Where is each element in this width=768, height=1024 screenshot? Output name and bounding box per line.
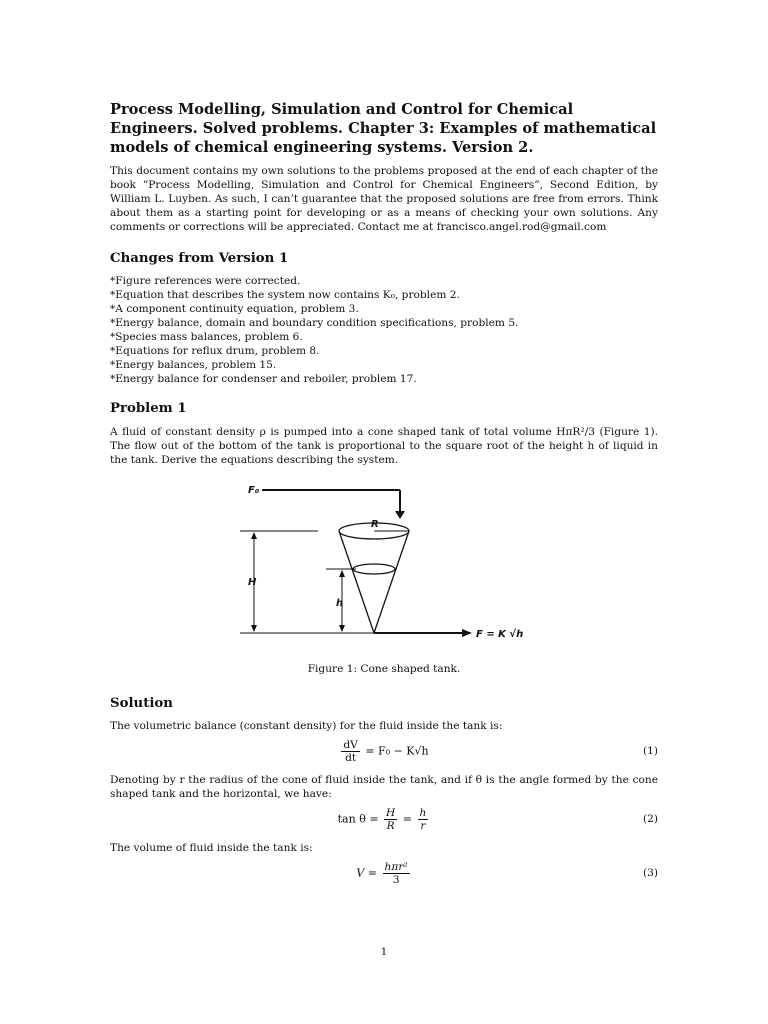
h-down-arrow-icon (251, 625, 257, 632)
eq2-number: (2) (642, 813, 658, 825)
cone-tank-diagram (110, 477, 658, 657)
cone-tank-figure (110, 477, 658, 657)
eq2-f1-bottom: R (386, 820, 395, 832)
solution-text-3: The volume of fluid inside the tank is: (110, 842, 313, 854)
eq2-lhs: tan θ = (337, 812, 379, 826)
eq2-mid: = (402, 812, 413, 826)
eq3-number: (3) (642, 867, 658, 879)
eq3-numerator: hπr² (384, 861, 408, 873)
eq2-f2-bottom: r (420, 820, 426, 832)
level-down-arrow-icon (339, 625, 345, 632)
problem-1-heading: Problem 1 (110, 401, 187, 416)
change-item: *Energy balance for condenser and reboiler, problem 17. (110, 373, 417, 385)
eq1-rhs: = F₀ − K√h (365, 744, 429, 758)
change-item: *Figure references were corrected. (110, 275, 301, 287)
inlet-arrow-icon (395, 511, 405, 519)
document-title: Process Modelling, Simulation and Control for Chemical Engineers. Solved problems. Chapter 3: Examples of mathematical models of chemical engineering systems. Version 2. (110, 101, 657, 156)
change-item: *Energy balance, domain and boundary condition specifications, problem 5. (110, 317, 519, 329)
eq1-denominator: dt (345, 752, 357, 764)
equation-1 (110, 733, 658, 773)
equation-2 (110, 801, 658, 841)
outlet-arrow-icon (462, 629, 472, 637)
changes-heading: Changes from Version 1 (110, 251, 289, 266)
liquid-surface-ellipse (353, 564, 395, 574)
solution-heading: Solution (110, 696, 173, 711)
equation-3 (110, 855, 658, 895)
problem-1-text: A fluid of constant density ρ is pumped into a cone shaped tank of total volume HπR²/3 (Figure 1). The flow out of the bottom of the tank is proportional to the square root of the height h of liquid in the tank. Derive the equations describing the system. (110, 426, 658, 466)
change-item: *Energy balances, problem 15. (110, 359, 277, 371)
cone-left-wall (339, 531, 374, 633)
page-number: 1 (380, 946, 388, 958)
h-up-arrow-icon (251, 532, 257, 539)
label-r: R (371, 519, 379, 530)
eq3-denominator: 3 (392, 874, 400, 886)
page-content (110, 100, 658, 895)
eq1-numerator: dV (343, 739, 358, 751)
eq2-f2-top: h (419, 807, 427, 819)
eq3-lhs: V = (356, 866, 378, 880)
solution-text-1: The volumetric balance (constant density) for the fluid inside the tank is: (110, 720, 503, 732)
cone-right-wall (374, 531, 409, 633)
intro-paragraph: This document contains my own solutions to the problems proposed at the end of each chapter of the book ”Process Modelling, Simulation and Control for Chemical Engineers”, Second Edition, by William L. Luyben. As such, I can’t guarantee that the proposed solutions are free from errors. Think about them as a starting point for developing or as a means of checking your own solutions. Any comments or corrections will be appreciated. Contact me at francisco.angel.rod@gmail.com (110, 165, 658, 233)
level-up-arrow-icon (339, 570, 345, 577)
eq1-number: (1) (642, 745, 658, 757)
changes-list (110, 274, 658, 386)
eq2-f1-top: H (386, 807, 396, 819)
figure-caption: Figure 1: Cone shaped tank. (307, 663, 461, 675)
label-f0: F₀ (248, 485, 260, 496)
change-item: *Species mass balances, problem 6. (110, 331, 303, 343)
change-item: *Equation that describes the system now contains K₀, problem 2. (110, 289, 460, 301)
solution-text-2: Denoting by r the radius of the cone of fluid inside the tank, and if θ is the angle formed by the cone shaped tank and the horizontal, we have: (110, 774, 658, 800)
change-item: *A component continuity equation, problem 3. (110, 303, 359, 315)
change-item: *Equations for reflux drum, problem 8. (110, 345, 320, 357)
label-outlet-flow: F = K √h (476, 629, 524, 640)
label-h-big: H (248, 577, 257, 588)
label-h-small: h (336, 598, 344, 609)
